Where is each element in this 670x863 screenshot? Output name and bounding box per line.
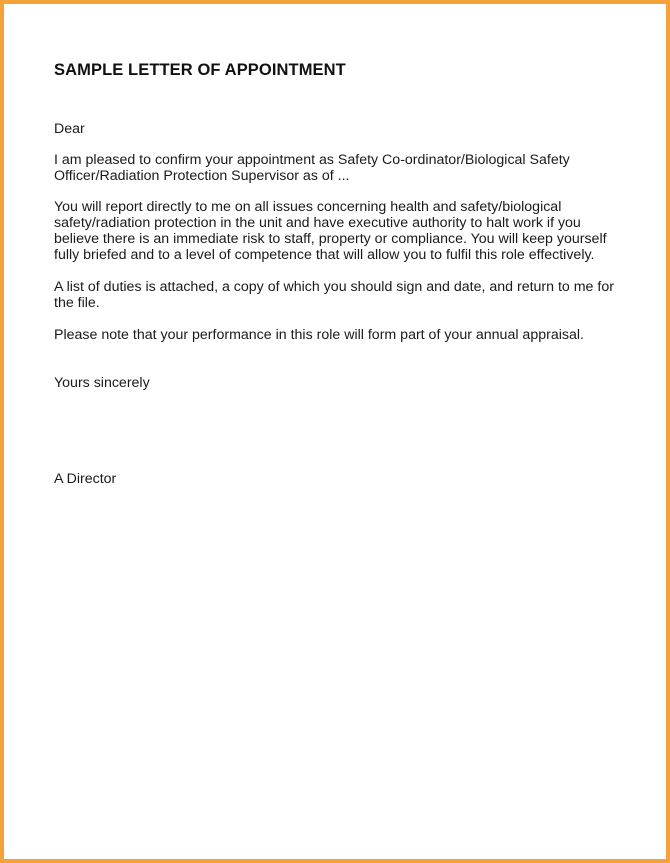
paragraph-line: safety/radiation protection in the unit and have executive authority to halt work if you bbox=[54, 215, 581, 231]
signatory: A Director bbox=[54, 471, 117, 487]
paragraph-line: fully briefed and to a level of competence that will allow you to fulfil this role effectively. bbox=[54, 247, 595, 263]
salutation: Dear bbox=[54, 121, 85, 137]
closing: Yours sincerely bbox=[54, 375, 150, 391]
paragraph-line: the file. bbox=[54, 295, 100, 311]
paragraph-line: I am pleased to confirm your appointment as Safety Co-ordinator/Biological Safety bbox=[54, 152, 570, 168]
paragraph-line: You will report directly to me on all issues concerning health and safety/biological bbox=[54, 199, 562, 215]
paragraph-line: A list of duties is attached, a copy of which you should sign and date, and return to me for bbox=[54, 279, 614, 295]
paragraph-line: Please note that your performance in this role will form part of your annual appraisal. bbox=[54, 327, 584, 343]
paragraph-line: believe there is an immediate risk to staff, property or compliance. You will keep yourself bbox=[54, 231, 607, 247]
letter-title: SAMPLE LETTER OF APPOINTMENT bbox=[54, 61, 346, 79]
paragraph-line: Officer/Radiation Protection Supervisor as of ... bbox=[54, 168, 350, 184]
